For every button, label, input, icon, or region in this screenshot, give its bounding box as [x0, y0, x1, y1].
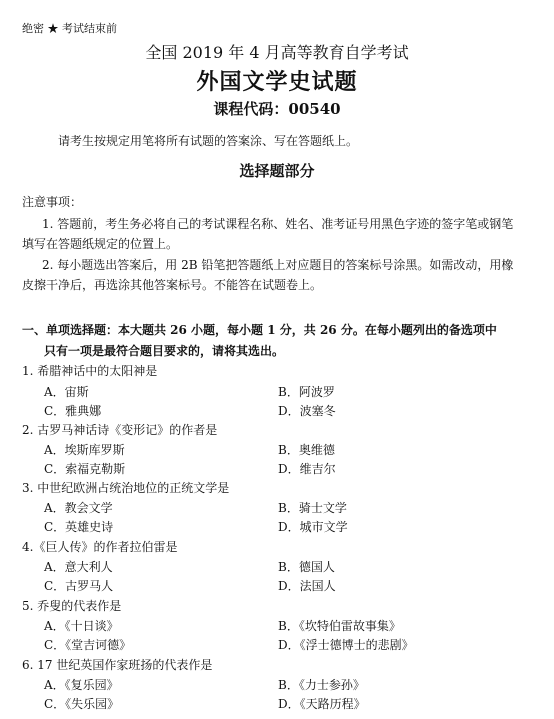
notes-heading: 注意事项：	[22, 195, 83, 209]
course-code: 课程代码：00540	[213, 100, 341, 118]
question-1-option-c: C．雅典娜	[44, 404, 102, 418]
question-2-option-c: C．索福克勒斯	[44, 462, 126, 476]
section-title: 选择题部分	[239, 162, 315, 180]
question-5-option-b: B．《坎特伯雷故事集》	[278, 619, 401, 633]
question-3-option-a: A．教会文学	[44, 501, 113, 515]
question-2-option-d: D．维吉尔	[278, 462, 336, 476]
confidential-mark: 绝密 ★ 考试结束前	[22, 22, 117, 35]
question-4-option-a: A．意大利人	[44, 560, 113, 574]
question-3-option-d: D．城市文学	[278, 520, 348, 534]
question-6-stem: 6. 17 世纪英国作家班扬的代表作是	[22, 658, 213, 672]
question-3-stem: 3. 中世纪欧洲占统治地位的正统文学是	[22, 481, 230, 495]
note-1-line-2: 填写在答题纸规定的位置上。	[22, 237, 179, 251]
question-3-option-c: C．英雄史诗	[44, 520, 114, 534]
question-2-option-a: A．埃斯库罗斯	[44, 443, 125, 457]
note-2-line-2: 皮擦干净后，再选涂其他答案标号。不能答在试题卷上。	[22, 278, 323, 292]
note-1-line-1: 1. 答题前，考生务必将自己的考试课程名称、姓名、准考证号用黑色字迹的签字笔或钢笔	[42, 217, 514, 231]
question-5-option-c: C．《堂吉诃德》	[44, 638, 132, 652]
question-4-option-d: D．法国人	[278, 579, 336, 593]
question-3-option-b: B．骑士文学	[278, 501, 347, 515]
exam-line: 全国 2019 年 4 月高等教育自学考试	[145, 43, 409, 62]
question-6-option-c: C．《失乐园》	[44, 697, 120, 711]
question-1-option-d: D．波塞冬	[278, 404, 336, 418]
question-6-option-b: B．《力士参孙》	[278, 678, 365, 692]
question-4-option-b: B．德国人	[278, 560, 335, 574]
question-6-option-d: D．《天路历程》	[278, 697, 366, 711]
note-2-line-1: 2. 每小题选出答案后，用 2B 铅笔把答题纸上对应题目的答案标号涂黑。如需改动，用橡	[42, 258, 514, 272]
question-2-option-b: B．奥维德	[278, 443, 335, 457]
question-4-stem: 4.《巨人传》的作者拉伯雷是	[22, 540, 178, 554]
question-1-option-b: B．阿波罗	[278, 385, 335, 399]
question-5-stem: 5. 乔叟的代表作是	[22, 599, 122, 613]
question-1-stem: 1. 希腊神话中的太阳神是	[22, 364, 158, 378]
question-2-stem: 2. 古罗马神话诗《变形记》的作者是	[22, 423, 218, 437]
question-1-option-a: A．宙斯	[44, 385, 89, 399]
part-one-line-1: 一、单项选择题：本大题共 26 小题，每小题 1 分，共 26 分。在每小题列出的备选项中	[22, 323, 497, 337]
question-5-option-d: D．《浮士德博士的悲剧》	[278, 638, 414, 652]
instruction: 请考生按规定用笔将所有试题的答案涂、写在答题纸上。	[58, 134, 359, 148]
question-6-option-a: A．《复乐园》	[44, 678, 119, 692]
part-one-line-2: 只有一项是最符合题目要求的，请将其选出。	[44, 344, 285, 358]
page-title: 外国文学史试题	[196, 69, 358, 95]
question-5-option-a: A．《十日谈》	[44, 619, 119, 633]
question-4-option-c: C．古罗马人	[44, 579, 114, 593]
